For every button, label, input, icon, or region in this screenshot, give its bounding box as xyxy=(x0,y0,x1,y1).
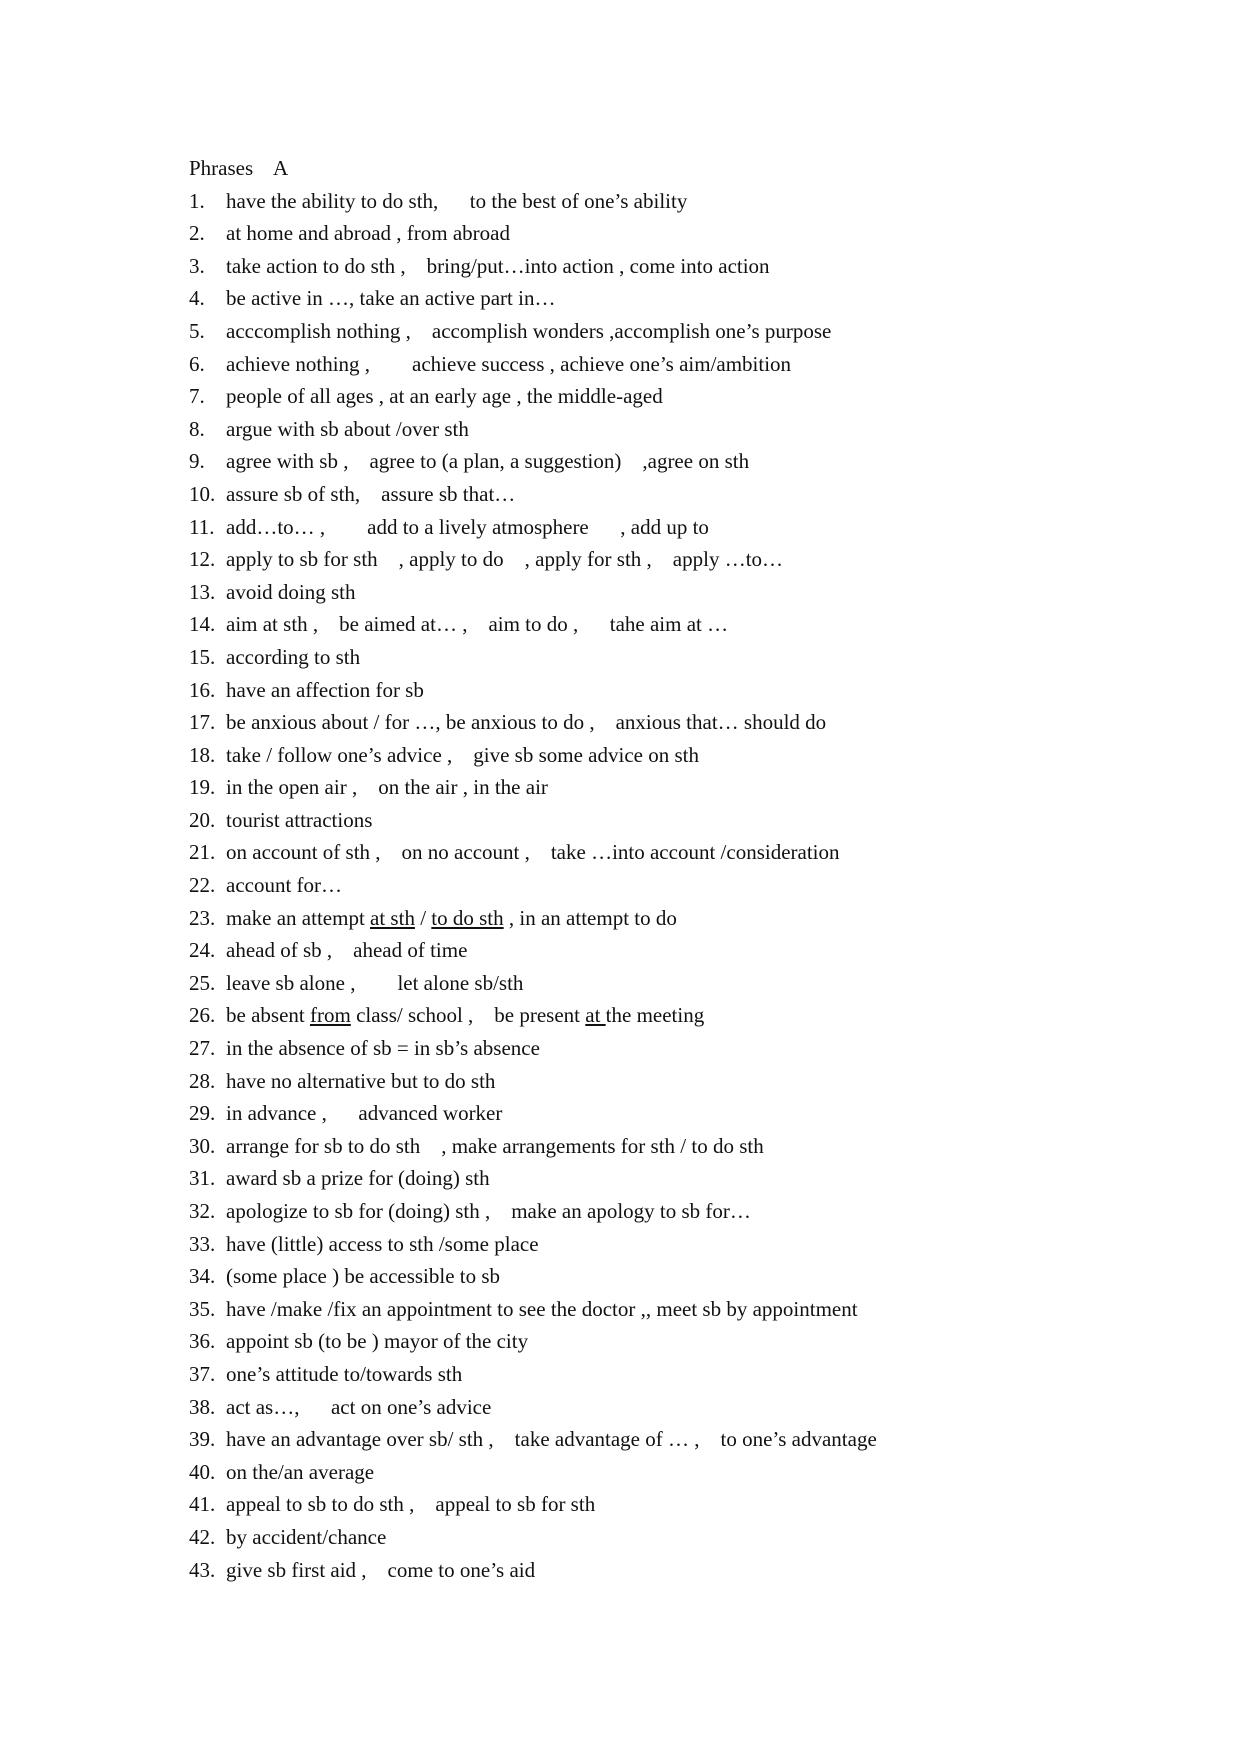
underlined-text: at xyxy=(585,1003,606,1028)
item-number: 19. xyxy=(189,775,216,800)
text-segment: act as…, act on one’s advice xyxy=(226,1394,492,1419)
list-item xyxy=(189,543,1149,576)
heading-letter: A xyxy=(273,156,289,180)
text-segment: ahead of sb , ahead of time xyxy=(226,938,468,963)
list-item xyxy=(189,1097,1149,1130)
item-number: 18. xyxy=(189,742,216,767)
list-item xyxy=(189,1521,1149,1554)
text-segment: acccomplish nothing , accomplish wonders ,accomplish one’s purpose xyxy=(226,318,832,343)
list-item xyxy=(189,739,1149,772)
list-item xyxy=(189,1195,1149,1228)
text-segment: one’s attitude to/towards sth xyxy=(226,1361,463,1386)
text-segment: class/ school , be present xyxy=(350,1003,586,1028)
list-item xyxy=(189,934,1149,967)
list-item xyxy=(189,217,1149,250)
item-text xyxy=(226,282,555,315)
item-number: 13. xyxy=(189,579,216,604)
text-segment: argue with sb about /over sth xyxy=(226,416,469,441)
text-segment: on the/an average xyxy=(226,1459,375,1484)
list-item xyxy=(189,706,1149,739)
item-text xyxy=(226,771,548,804)
item-text xyxy=(226,869,342,902)
item-number: 3. xyxy=(189,253,205,278)
item-text xyxy=(226,1521,386,1554)
list-item xyxy=(189,1260,1149,1293)
text-segment: aim at sth , be aimed at… , aim to do , tahe aim at … xyxy=(226,612,729,637)
item-number: 30. xyxy=(189,1133,216,1158)
heading-title: Phrases xyxy=(189,156,254,180)
list-item xyxy=(189,999,1149,1032)
item-number: 37. xyxy=(189,1361,216,1386)
text-segment: make an attempt xyxy=(226,905,371,930)
item-text xyxy=(226,1488,595,1521)
item-number: 34. xyxy=(189,1264,216,1289)
item-number: 1. xyxy=(189,188,205,213)
item-text xyxy=(226,999,704,1032)
text-segment: arrange for sb to do sth , make arrangements for sth / to do sth xyxy=(226,1133,764,1158)
item-text xyxy=(226,836,840,869)
list-item xyxy=(189,250,1149,283)
list-item xyxy=(189,1065,1149,1098)
item-number: 24. xyxy=(189,938,216,963)
item-text xyxy=(226,608,728,641)
item-number: 15. xyxy=(189,644,216,669)
item-text xyxy=(226,1260,500,1293)
text-segment: take / follow one’s advice , give sb some advice on sth xyxy=(226,742,699,767)
item-text xyxy=(226,576,356,609)
list-item xyxy=(189,413,1149,446)
document-content xyxy=(189,152,1149,1586)
item-text xyxy=(226,413,469,446)
text-segment: on account of sth , on no account , take …into account /consideration xyxy=(226,840,840,865)
item-number: 33. xyxy=(189,1231,216,1256)
list-item xyxy=(189,315,1149,348)
text-segment: have /make /fix an appointment to see the doctor ,, meet sb by appointment xyxy=(226,1296,858,1321)
list-item xyxy=(189,1554,1149,1587)
item-number: 38. xyxy=(189,1394,216,1419)
item-text xyxy=(226,250,770,283)
list-item xyxy=(189,1130,1149,1163)
list-item xyxy=(189,1488,1149,1521)
text-segment: leave sb alone , let alone sb/sth xyxy=(226,970,524,995)
underlined-text: to do sth xyxy=(431,905,504,930)
item-number: 20. xyxy=(189,807,216,832)
item-number: 5. xyxy=(189,318,205,343)
item-text xyxy=(226,348,791,381)
item-text xyxy=(226,185,687,218)
text-segment: appoint sb (to be ) mayor of the city xyxy=(226,1329,529,1354)
text-segment: achieve nothing , achieve success , achieve one’s aim/ambition xyxy=(226,351,792,376)
text-segment: in the open air , on the air , in the air xyxy=(226,775,548,800)
list-item xyxy=(189,674,1149,707)
item-text xyxy=(226,1423,877,1456)
item-text xyxy=(226,217,510,250)
text-segment: in the absence of sb = in sb’s absence xyxy=(226,1036,540,1061)
text-segment: have an advantage over sb/ sth , take advantage of … , to one’s advantage xyxy=(226,1427,877,1452)
list-item xyxy=(189,1162,1149,1195)
item-number: 11. xyxy=(189,514,215,539)
list-item xyxy=(189,771,1149,804)
item-number: 4. xyxy=(189,286,205,311)
list-item xyxy=(189,1358,1149,1391)
item-number: 23. xyxy=(189,905,216,930)
item-text xyxy=(226,478,515,511)
item-text xyxy=(226,967,523,1000)
item-number: 32. xyxy=(189,1199,216,1223)
item-number: 8. xyxy=(189,416,205,441)
item-number: 41. xyxy=(189,1492,216,1517)
item-number: 16. xyxy=(189,677,216,702)
text-segment: in advance , advanced worker xyxy=(226,1101,503,1126)
item-number: 22. xyxy=(189,873,216,898)
text-segment: have the ability to do sth, to the best of one’s ability xyxy=(226,188,688,213)
text-segment: assure sb of sth, assure sb that… xyxy=(226,481,516,506)
item-text xyxy=(226,902,677,935)
list-item xyxy=(189,836,1149,869)
item-number: 25. xyxy=(189,970,216,995)
page-heading xyxy=(189,152,1149,185)
item-number: 26. xyxy=(189,1003,216,1028)
item-number: 28. xyxy=(189,1068,216,1093)
item-text xyxy=(226,511,709,544)
list-item xyxy=(189,641,1149,674)
list-item xyxy=(189,869,1149,902)
item-text xyxy=(226,1162,490,1195)
item-text xyxy=(226,1358,462,1391)
text-segment: appeal to sb to do sth , appeal to sb for sth xyxy=(226,1492,596,1517)
item-text xyxy=(226,445,749,478)
text-segment: award sb a prize for (doing) sth xyxy=(226,1166,490,1191)
item-number: 43. xyxy=(189,1557,216,1582)
item-number: 6. xyxy=(189,351,205,376)
list-item xyxy=(189,348,1149,381)
list-item xyxy=(189,445,1149,478)
list-item xyxy=(189,1228,1149,1261)
item-text xyxy=(226,641,360,674)
item-number: 17. xyxy=(189,710,216,735)
item-text xyxy=(226,543,783,576)
item-text xyxy=(226,1391,491,1424)
text-segment: give sb first aid , come to one’s aid xyxy=(226,1557,536,1582)
list-item xyxy=(189,576,1149,609)
list-item xyxy=(189,380,1149,413)
text-segment: / xyxy=(414,905,432,930)
list-item xyxy=(189,282,1149,315)
text-segment: agree with sb , agree to (a plan, a suggestion) ,agree on sth xyxy=(226,449,750,474)
text-segment: apply to sb for sth , apply to do , apply for sth , apply …to… xyxy=(226,547,784,572)
list-item xyxy=(189,608,1149,641)
list-item xyxy=(189,1293,1149,1326)
item-number: 40. xyxy=(189,1459,216,1484)
text-segment: be absent xyxy=(226,1003,310,1028)
item-number: 7. xyxy=(189,384,205,409)
item-text xyxy=(226,1456,374,1489)
item-number: 31. xyxy=(189,1166,216,1191)
item-text xyxy=(226,1065,495,1098)
text-segment: be active in …, take an active part in… xyxy=(226,286,556,311)
item-number: 21. xyxy=(189,840,216,865)
text-segment: (some place ) be accessible to sb xyxy=(226,1264,501,1289)
item-number: 39. xyxy=(189,1427,216,1452)
item-text xyxy=(226,1325,528,1358)
text-segment: have no alternative but to do sth xyxy=(226,1068,496,1093)
item-text xyxy=(226,1293,858,1326)
item-text xyxy=(226,380,663,413)
text-segment: have (little) access to sth /some place xyxy=(226,1231,539,1256)
item-text xyxy=(226,674,424,707)
item-text xyxy=(226,934,467,967)
item-number: 29. xyxy=(189,1101,216,1126)
text-segment: avoid doing sth xyxy=(226,579,356,604)
item-text xyxy=(226,1228,539,1261)
list-item xyxy=(189,1423,1149,1456)
item-number: 42. xyxy=(189,1524,216,1549)
item-text xyxy=(226,1195,751,1228)
text-segment: people of all ages , at an early age , the middle-aged xyxy=(226,384,663,409)
item-text xyxy=(226,739,699,772)
list-item xyxy=(189,185,1149,218)
list-item xyxy=(189,967,1149,1000)
item-text xyxy=(226,1032,540,1065)
text-segment: apologize to sb for (doing) sth , make an apology to sb for… xyxy=(226,1199,751,1223)
list-item xyxy=(189,804,1149,837)
list-item xyxy=(189,478,1149,511)
list-item xyxy=(189,1391,1149,1424)
item-text xyxy=(226,1097,502,1130)
text-segment: at home and abroad , from abroad xyxy=(226,221,510,246)
text-segment: according to sth xyxy=(226,644,361,669)
phrase-list xyxy=(189,185,1149,1587)
text-segment: take action to do sth , bring/put…into action , come into action xyxy=(226,253,770,278)
text-segment: tourist attractions xyxy=(226,807,373,832)
item-number: 2. xyxy=(189,221,205,246)
item-number: 9. xyxy=(189,449,205,474)
text-segment: the meeting xyxy=(605,1003,705,1028)
list-item xyxy=(189,1325,1149,1358)
list-item xyxy=(189,1456,1149,1489)
item-number: 14. xyxy=(189,612,216,637)
underlined-text: at sth xyxy=(370,905,415,930)
text-segment: add…to… , add to a lively atmosphere , add up to xyxy=(226,514,709,539)
text-segment: have an affection for sb xyxy=(226,677,424,702)
text-segment: , in an attempt to do xyxy=(503,905,677,930)
list-item xyxy=(189,902,1149,935)
item-text xyxy=(226,1554,535,1587)
list-item xyxy=(189,511,1149,544)
underlined-text: from xyxy=(309,1003,351,1028)
item-text xyxy=(226,1130,764,1163)
text-segment: be anxious about / for …, be anxious to do , anxious that… should do xyxy=(226,710,827,735)
item-number: 36. xyxy=(189,1329,216,1354)
item-number: 12. xyxy=(189,547,216,572)
item-text xyxy=(226,804,372,837)
text-segment: by accident/chance xyxy=(226,1524,387,1549)
item-number: 27. xyxy=(189,1036,216,1061)
item-number: 10. xyxy=(189,481,216,506)
item-text xyxy=(226,315,831,348)
text-segment: account for… xyxy=(226,873,343,898)
item-text xyxy=(226,706,826,739)
list-item xyxy=(189,1032,1149,1065)
item-number: 35. xyxy=(189,1296,216,1321)
